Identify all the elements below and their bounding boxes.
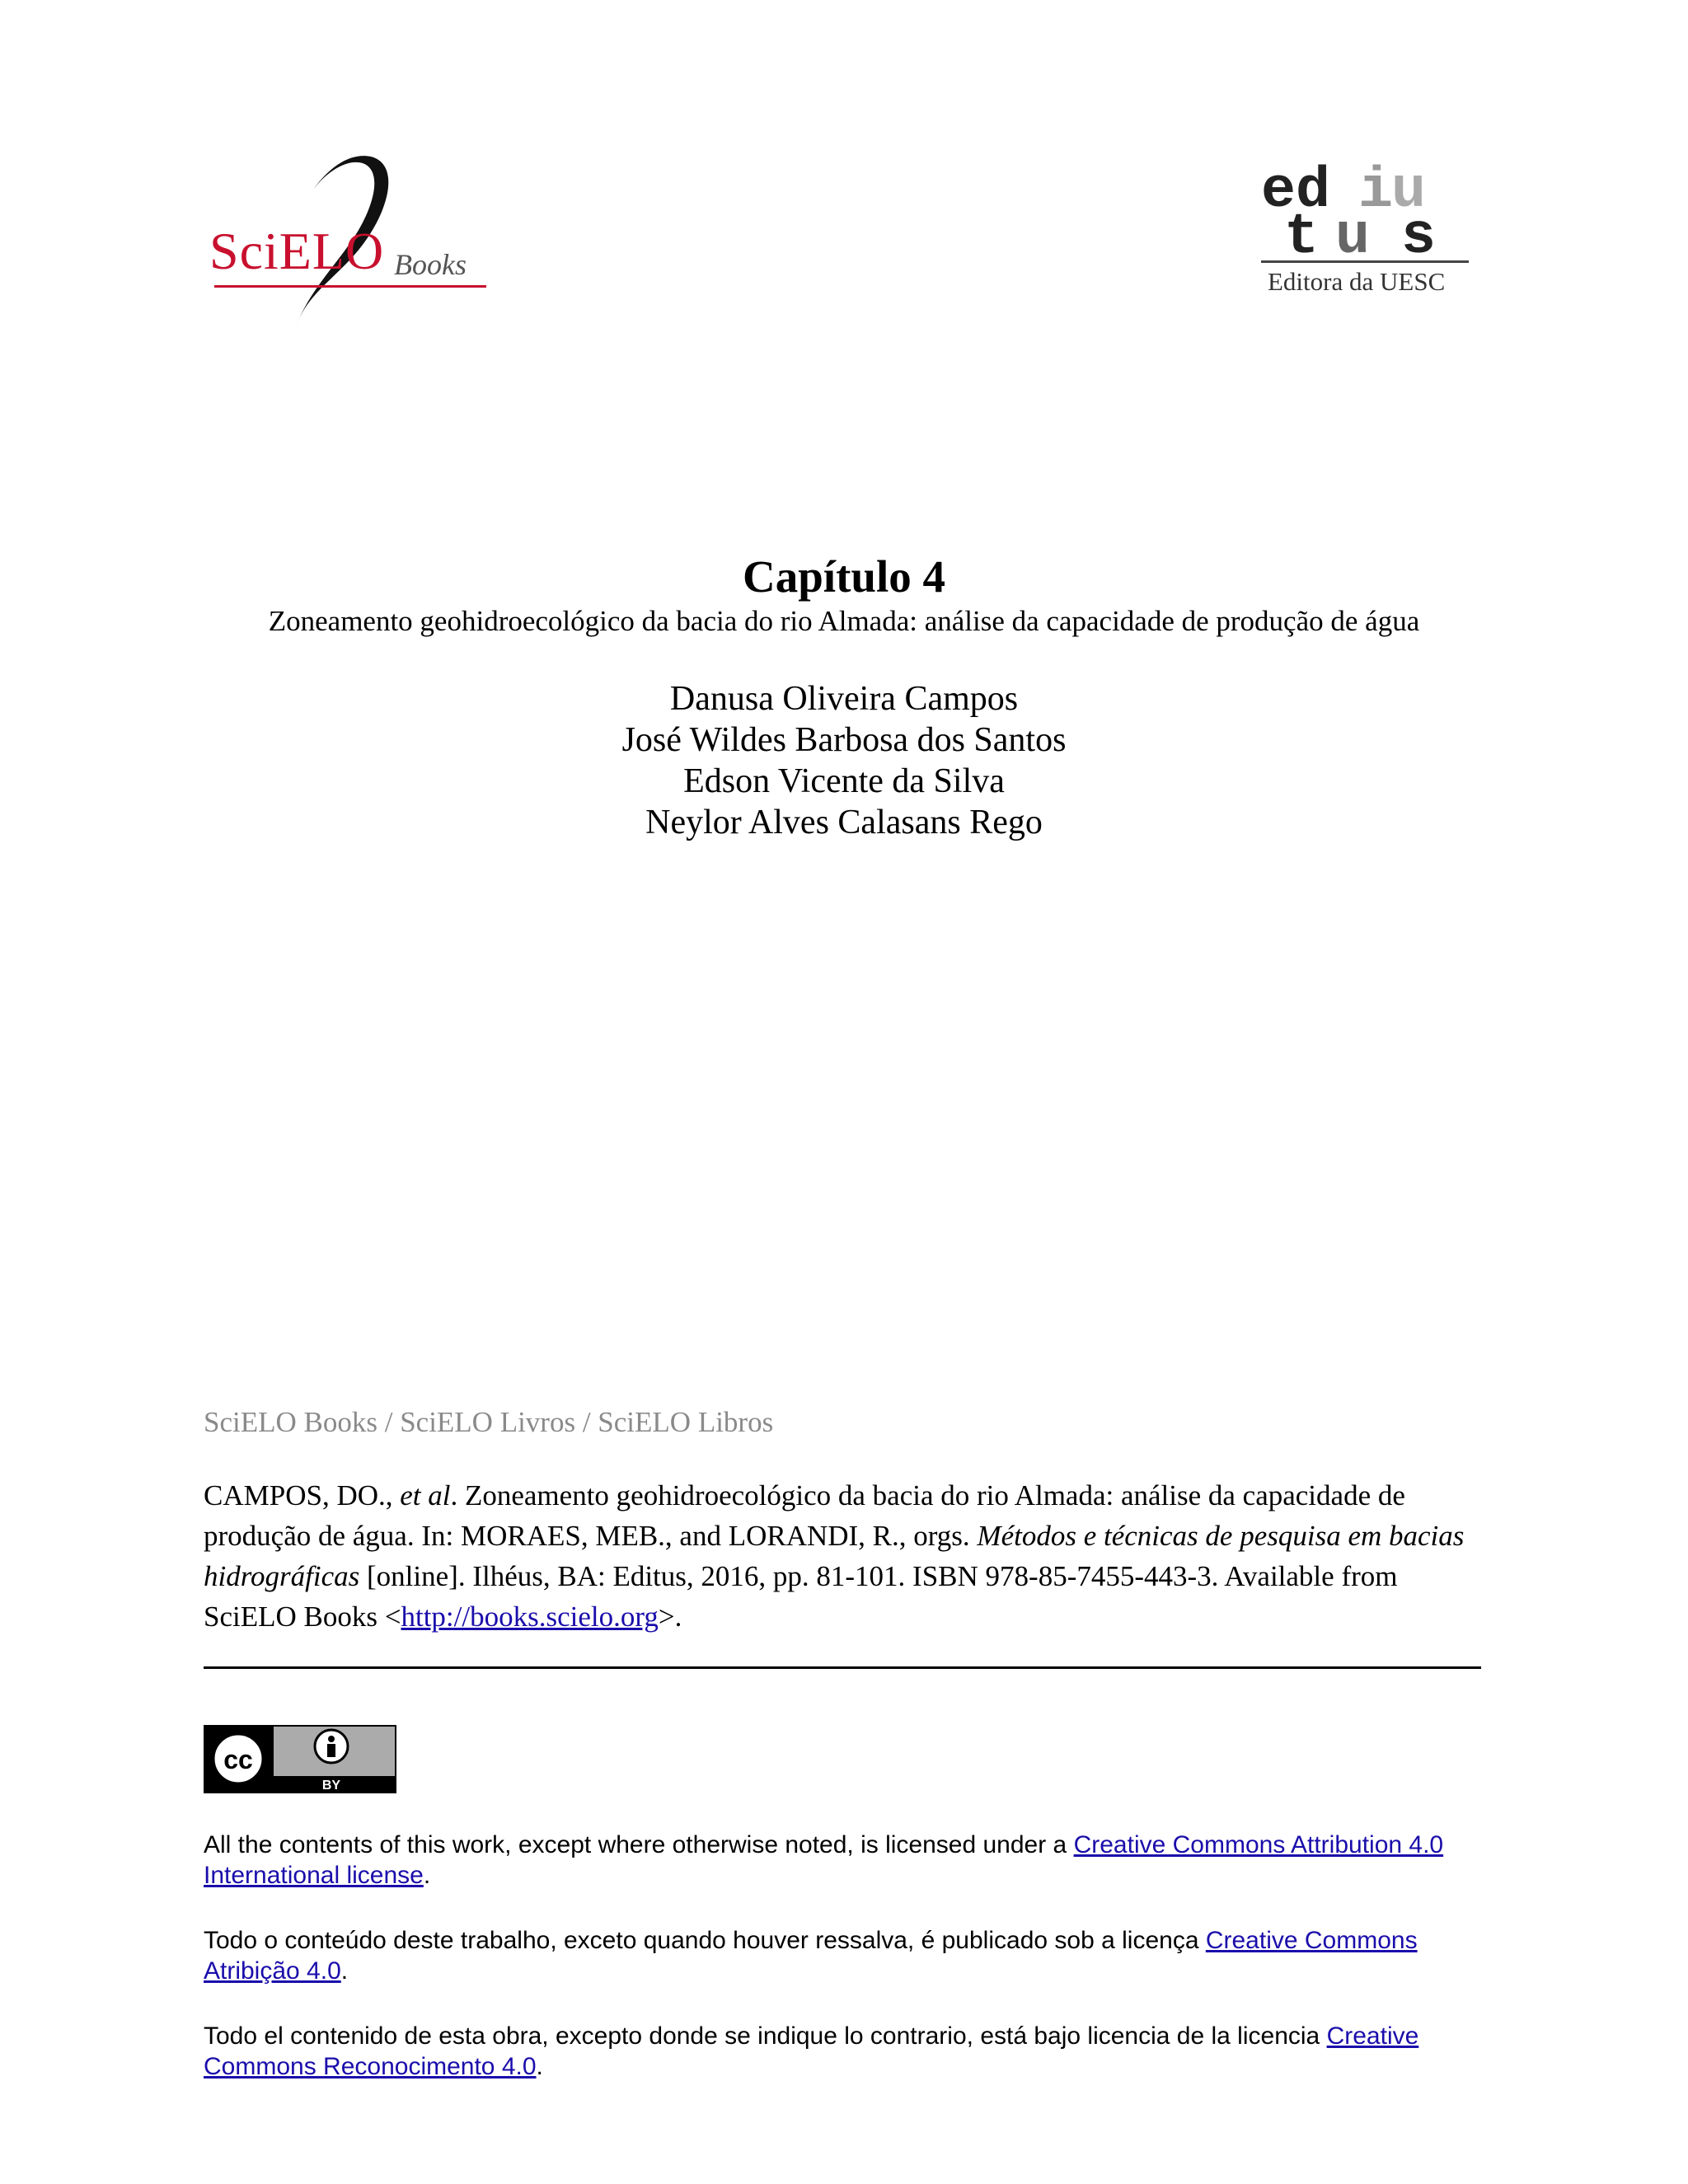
license-end: .	[423, 1862, 431, 1889]
scielo-books-logo	[198, 148, 495, 338]
license-text: Todo el contenido de esta obra, excepto donde se indique lo contrario, está bajo licencia de la licencia	[204, 2022, 1327, 2050]
citation-text: [online]. Ilhéus, BA: Editus, 2016, pp. 81-101. ISBN 978-85-7455-443-3. Available from SciELO Books <	[204, 1560, 1398, 1633]
license-english	[204, 1830, 1489, 1891]
author-name: Neylor Alves Calasans Rego	[645, 804, 1043, 841]
citation-text: CAMPOS, DO.,	[204, 1479, 401, 1511]
license-text: Todo o conteúdo deste trabalho, exceto quando houver ressalva, é publicado sob a licença	[204, 1927, 1206, 1954]
author-name: José Wildes Barbosa dos Santos	[621, 721, 1067, 759]
license-end: .	[536, 2053, 543, 2080]
divider	[204, 1666, 1481, 1669]
editus-caption: Editora da UESC	[1268, 267, 1446, 296]
chapter-subtitle: Zoneamento geohidroecológico da bacia do rio Almada: análise da capacidade de produção de água	[268, 605, 1420, 637]
author-name: Edson Vicente da Silva	[683, 762, 1005, 800]
license-end: .	[340, 1957, 349, 1985]
license-portuguese	[204, 1925, 1489, 1986]
citation-reference	[204, 1475, 1489, 1637]
scielo-books-link[interactable]: http://books.scielo.org	[401, 1601, 659, 1633]
author-name: Danusa Oliveira Campos	[669, 680, 1019, 718]
license-link-english[interactable]: Creative Commons Attribution 4.0 International license	[204, 1831, 1444, 1889]
citation-text: . Zoneamento geohidroecológico da bacia do rio Almada: análise da capacidade de produção de água. In: MORAES, MEB., and LORANDI, R., orgs.	[204, 1479, 1405, 1552]
by-badge-label: BY	[321, 1779, 341, 1793]
citation-text: >.	[658, 1601, 682, 1633]
scielo-wordmark: SciELO	[209, 222, 385, 280]
editus-rule	[1261, 260, 1469, 263]
svg-text:s: s	[1401, 205, 1437, 258]
svg-text:u: u	[1335, 205, 1371, 258]
svg-text:u: u	[1391, 159, 1427, 224]
svg-text:t: t	[1284, 205, 1320, 258]
citation-et-al: et al	[400, 1479, 451, 1511]
scielo-underline	[214, 285, 486, 288]
citation-book-title: Métodos e técnicas de pesquisa em bacias hidrográficas	[204, 1520, 1465, 1592]
editus-logo	[1261, 155, 1484, 303]
license-text: All the contents of this work, except where otherwise noted, is licensed under a	[204, 1831, 1074, 1858]
license-link-spanish[interactable]: Creative Commons Reconocimento 4.0	[204, 2022, 1419, 2080]
cc-by-badge-icon[interactable]	[204, 1725, 396, 1793]
license-spanish	[204, 2021, 1489, 2082]
chapter-title: Capítulo 4	[742, 551, 946, 602]
cc-badge-label: cc	[223, 1745, 253, 1774]
editus-mark-icon	[1261, 155, 1475, 258]
scielo-books-label: Books	[394, 248, 467, 281]
svg-text:i: i	[1358, 159, 1394, 224]
svg-text:ed: ed	[1261, 159, 1331, 224]
license-link-portuguese[interactable]: Creative Commons Atribição 4.0	[204, 1927, 1418, 1985]
collection-line: SciELO Books / SciELO Livros / SciELO Libros	[204, 1406, 774, 1438]
